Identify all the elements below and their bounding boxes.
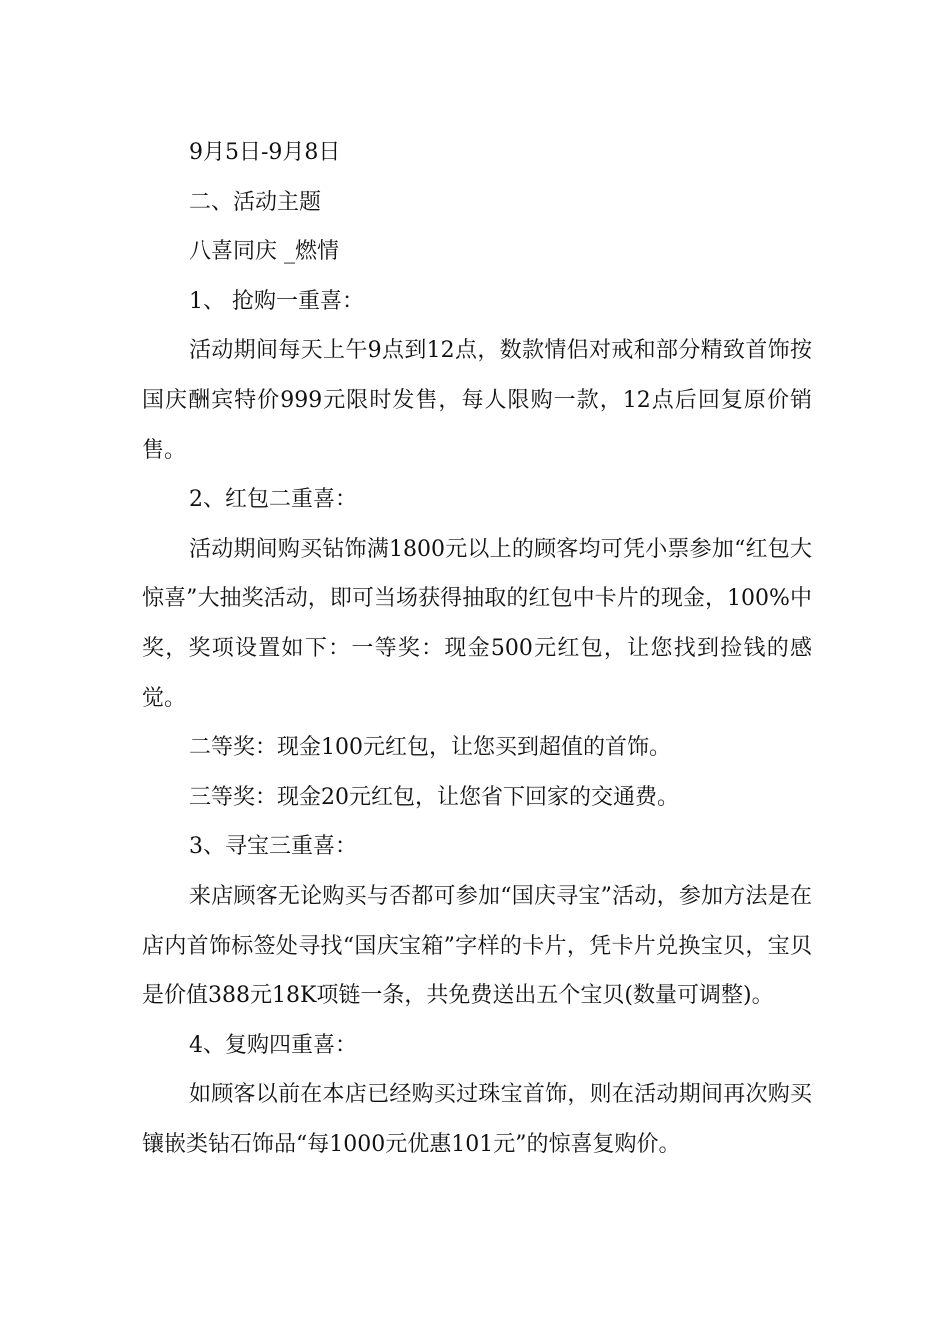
item-body-1: 活动期间每天上午9点到12点，数款情侣对戒和部分精致首饰按国庆酬宾特价999元限时发售，每人限购一款，12点后回复原价销售。 — [142, 338, 812, 463]
item-heading-2: 2、红包二重喜： — [189, 487, 357, 513]
section-heading-theme: 二、活动主题 — [189, 189, 322, 215]
item-heading-3: 3、寻宝三重喜： — [189, 834, 357, 860]
item-body-2: 活动期间购买钻饰满1800元以上的顾客均可凭小票参加“红包大惊喜”大抽奖活动，即可当场获得抽取的红包中卡片的现金，100%中奖，奖项设置如下：一等奖：现金500元红包，让您找到捡钱的感觉。 — [142, 536, 812, 711]
item-body-4: 如顾客以前在本店已经购买过珠宝首饰，则在活动期间再次购买镶嵌类钻石饰品“每1000元优惠101元”的惊喜复购价。 — [142, 1082, 812, 1157]
theme-title: 八喜同庆 _燃情 — [189, 239, 339, 265]
item-heading-1: 1、 抢购一重喜： — [189, 288, 364, 314]
item-body-3: 来店顾客无论购买与否都可参加“国庆寻宝”活动，参加方法是在店内首饰标签处寻找“国庆宝箱”字样的卡片，凭卡片兑换宝贝，宝贝是价值388元18K项链一条，共免费送出五个宝贝(数量可调整)。 — [142, 883, 812, 1009]
document-body — [142, 128, 812, 1169]
item-heading-4: 4、复购四重喜： — [189, 1032, 357, 1058]
prize-third: 三等奖：现金20元红包，让您省下回家的交通费。 — [189, 784, 679, 810]
prize-second: 二等奖：现金100元红包，让您买到超值的首饰。 — [189, 735, 671, 761]
date-range: 9月5日-9月8日 — [189, 140, 341, 165]
